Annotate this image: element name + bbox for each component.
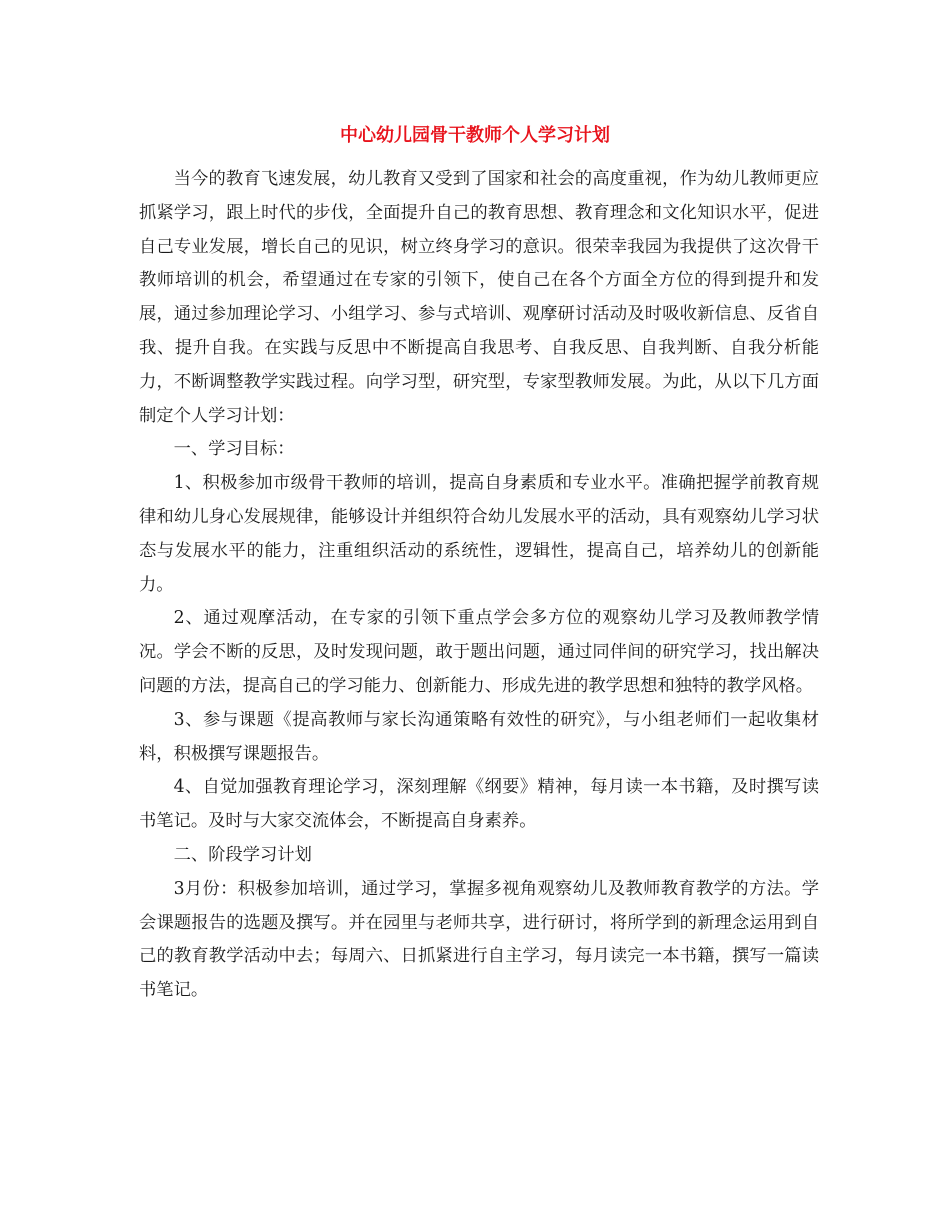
goal-item-1: 1、积极参加市级骨干教师的培训，提高自身素质和专业水平。准确把握学前教育规律和幼儿身心发展规律，能够设计并组织符合幼儿发展水平的活动，具有观察幼儿学习状态与发展水平的能力，注重组织活动的系统性，逻辑性，提高自己，培养幼儿的创新能力。 — [139, 473, 819, 595]
section-heading-plan: 二、阶段学习计划 — [173, 844, 312, 865]
document-title: 中心幼儿园骨干教师个人学习计划 — [340, 125, 610, 146]
goal-item-4: 4、自觉加强教育理论学习，深刻理解《纲要》精神，每月读一本书籍，及时撰写读书笔记。及时与大家交流体会，不断提高自身素养。 — [139, 777, 819, 832]
goal-item-2: 2、通过观摩活动，在专家的引领下重点学会多方位的观察幼儿学习及教师教学情况。学会不断的反思，及时发现问题，敢于题出问题，通过同伴间的研究学习，找出解决问题的方法，提高自己的学习能力、创新能力、形成先进的教学思想和独特的教学风格。 — [139, 608, 819, 696]
goal-item-3: 3、参与课题《提高教师与家长沟通策略有效性的研究》，与小组老师们一起收集材料，积极撰写课题报告。 — [139, 709, 819, 764]
document-body — [139, 163, 819, 1008]
section-heading-goals: 一、学习目标： — [173, 439, 295, 460]
plan-item-march: 3月份：积极参加培训，通过学习，掌握多视角观察幼儿及教师教育教学的方法。学会课题报告的选题及撰写。并在园里与老师共享，进行研讨，将所学到的新理念运用到自己的教育教学活动中去；每周六、日抓紧进行自主学习，每月读完一本书籍，撰写一篇读书笔记。 — [139, 878, 819, 1001]
intro-paragraph: 当今的教育飞速发展，幼儿教育又受到了国家和社会的高度重视，作为幼儿教师更应抓紧学习，跟上时代的步伐，全面提升自己的教育思想、教育理念和文化知识水平，促进自己专业发展，增长自己的见识，树立终身学习的意识。很荣幸我园为我提供了这次骨干教师培训的机会，希望通过在专家的引领下，使自己在各个方面全方位的得到提升和发展，通过参加理论学习、小组学习、参与式培训、观摩研讨活动及时吸收新信息、反省自我、提升自我。在实践与反思中不断提高自我思考、自我反思、自我判断、自我分析能力，不断调整教学实践过程。向学习型，研究型，专家型教师发展。为此，从以下几方面制定个人学习计划： — [139, 169, 819, 426]
